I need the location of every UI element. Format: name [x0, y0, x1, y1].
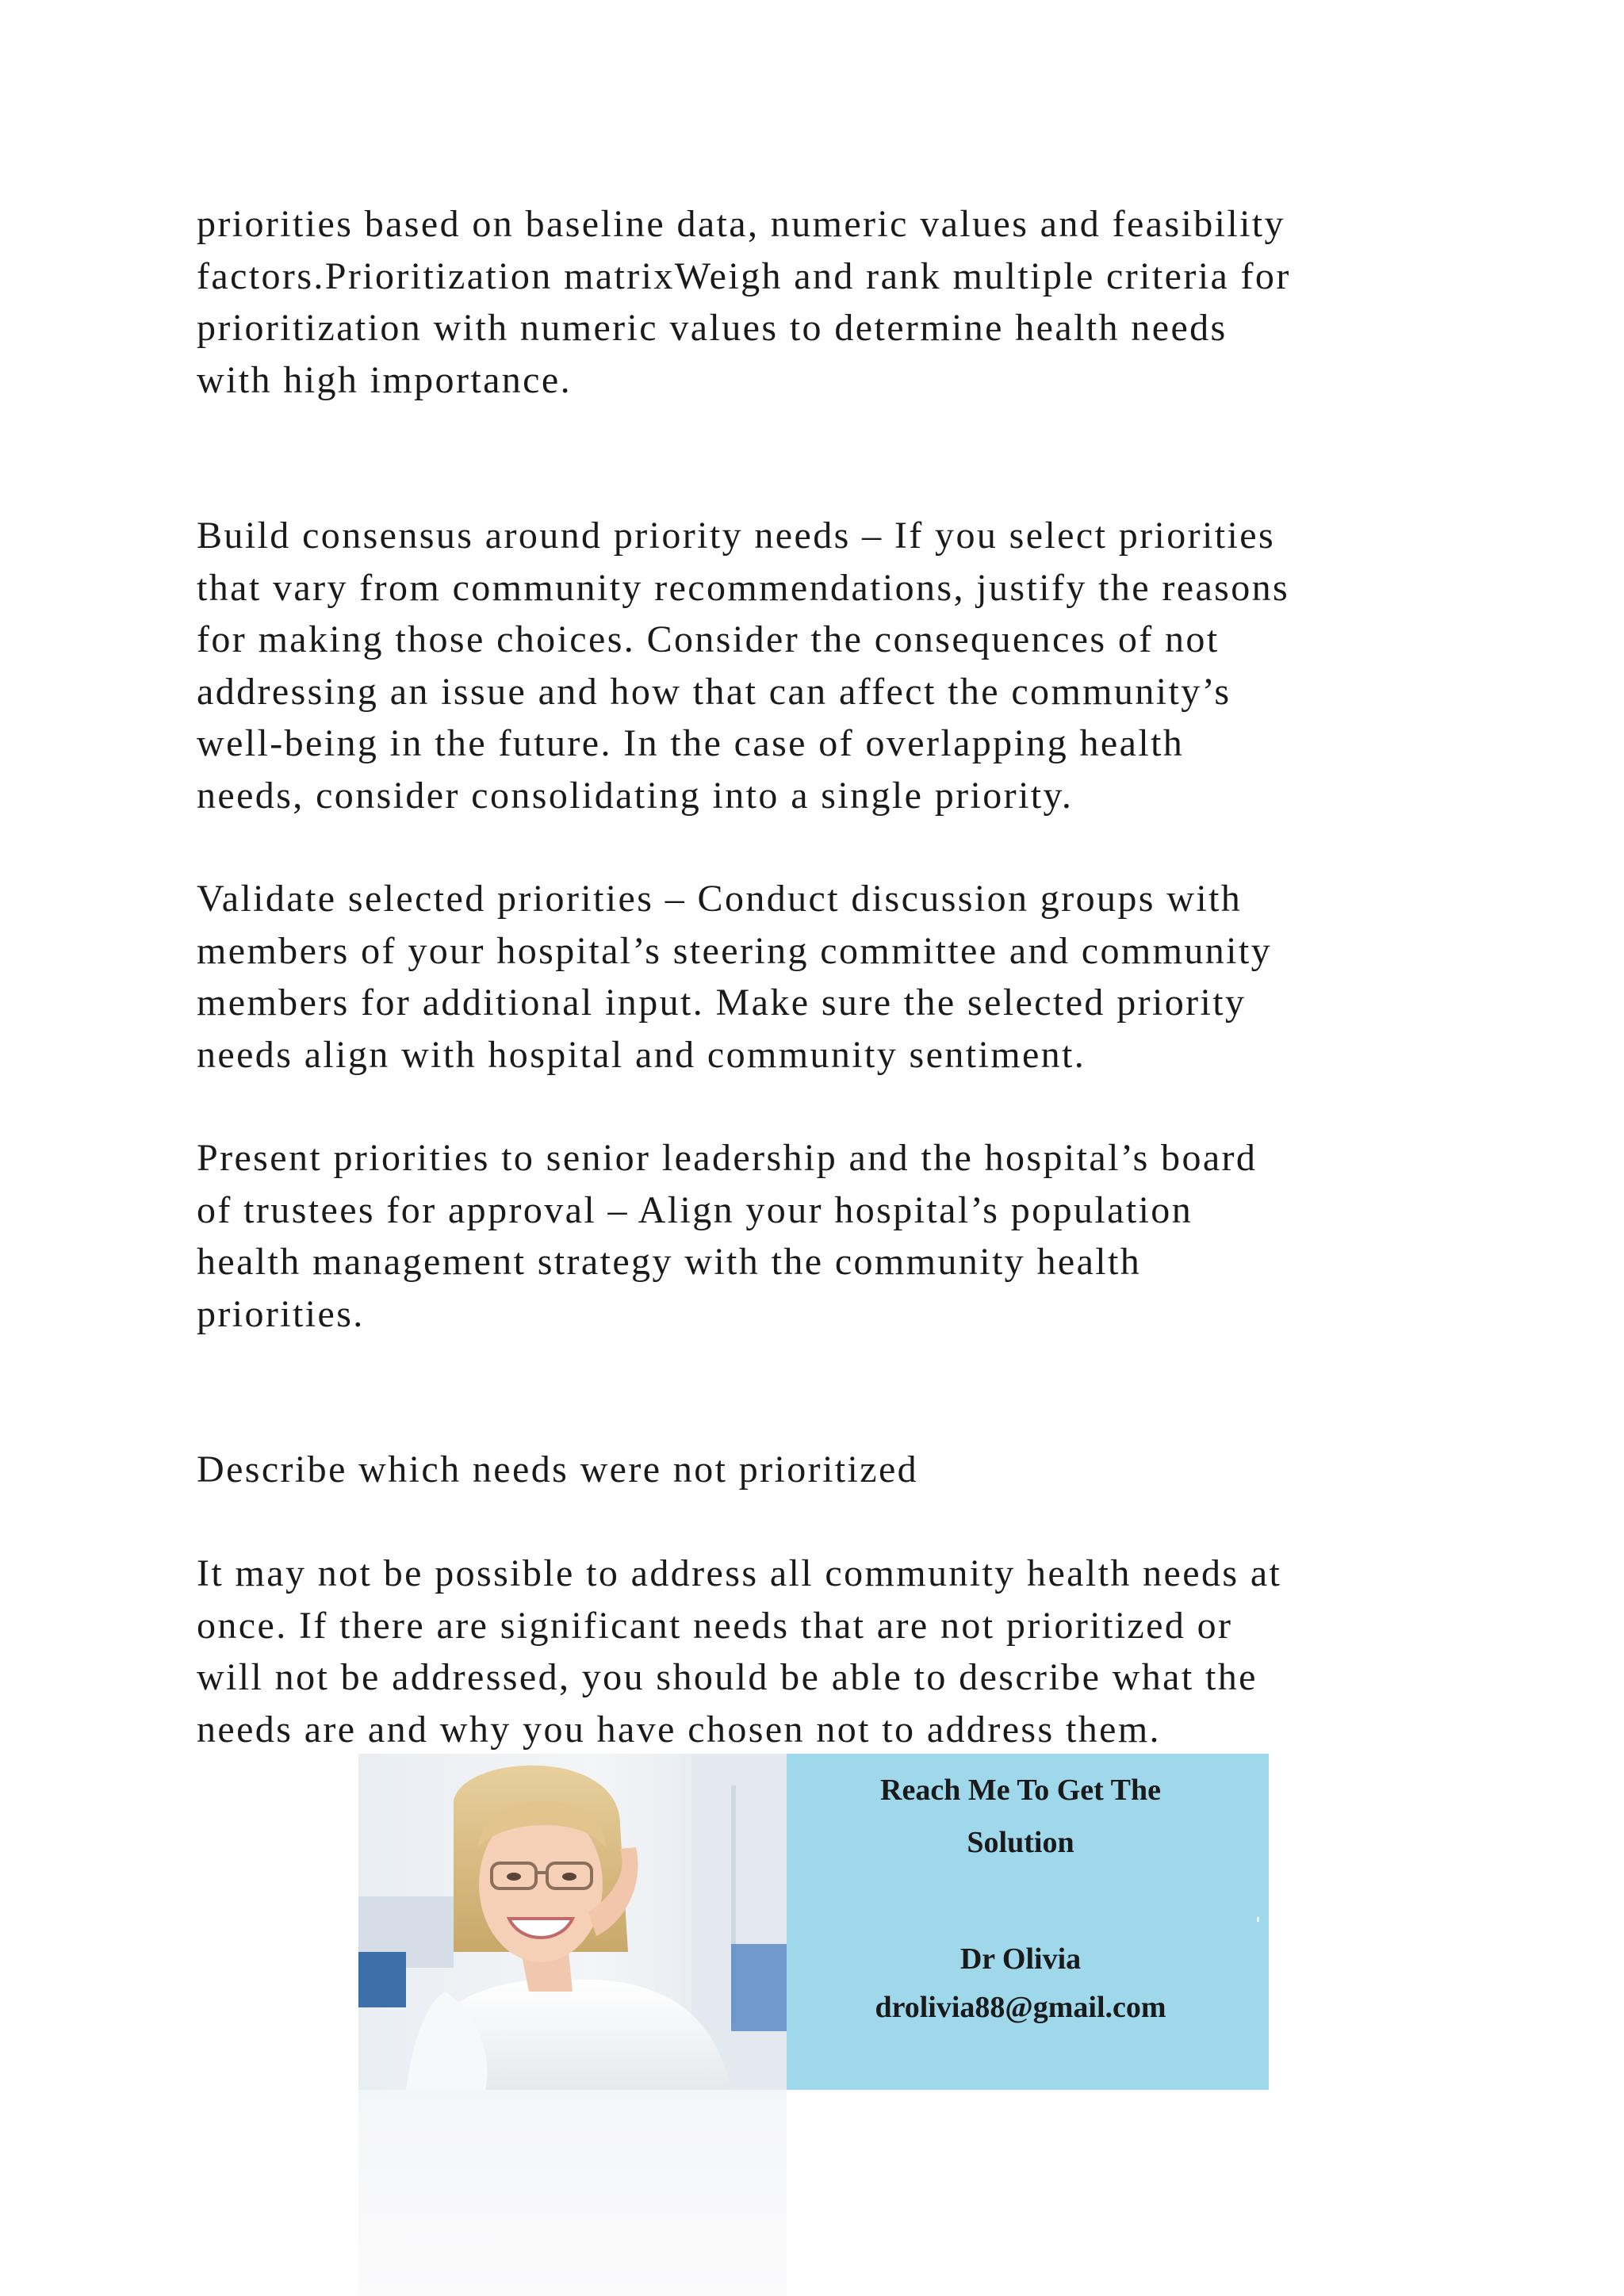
- text-line: Present priorities to senior leadership and the hospital’s board: [197, 1137, 1258, 1179]
- text-line: Build consensus around priority needs – If you select priorities: [197, 515, 1276, 557]
- contact-panel: [787, 1754, 1269, 2090]
- paragraph-not-possible: [197, 1548, 1465, 1755]
- paragraph-present-priorities: [197, 1132, 1465, 1340]
- text-line: that vary from community recommendations, justify the reasons: [197, 566, 1290, 609]
- solution-line: Solution: [967, 1826, 1074, 1859]
- text-line: priorities based on baseline data, numeric values and feasibility: [197, 203, 1285, 245]
- text-line: health management strategy with the community health: [197, 1241, 1142, 1283]
- contact-name: Dr Olivia: [959, 1942, 1082, 1976]
- text-line: will not be addressed, you should be able to describe what the: [197, 1656, 1258, 1698]
- contact-email: drolivia88@gmail.com: [875, 1991, 1166, 2024]
- text-line: addressing an issue and how that can affect the community’s: [197, 670, 1231, 713]
- paragraph-prioritization-matrix: [197, 198, 1465, 406]
- text-line: prioritization with numeric values to determine health needs: [197, 307, 1228, 349]
- text-line: once. If there are significant needs that are not prioritized or: [197, 1604, 1233, 1647]
- text-line: members for additional input. Make sure the selected priority: [197, 982, 1247, 1024]
- paragraph-build-consensus: [197, 510, 1465, 821]
- woman-photo: [358, 1754, 787, 2090]
- text-line: It may not be possible to address all community health needs at: [197, 1552, 1282, 1594]
- paragraph-validate-priorities: [197, 873, 1465, 1081]
- text-line: needs, consider consolidating into a single priority.: [197, 774, 1074, 817]
- text-line: members of your hospital’s steering committee and community: [197, 929, 1273, 972]
- text-line: priorities.: [197, 1292, 365, 1335]
- text-line: with high importance.: [197, 358, 572, 401]
- paragraph-heading-not-prioritized: [197, 1444, 1465, 1496]
- text-line: for making those choices. Consider the consequences of not: [197, 618, 1220, 660]
- text-line: of trustees for approval – Align your hospital’s population: [197, 1188, 1193, 1231]
- text-line: Validate selected priorities – Conduct discussion groups with: [197, 878, 1243, 920]
- photo-reflection: [358, 2090, 787, 2296]
- text-line: Describe which needs were not prioritized: [197, 1448, 919, 1490]
- text-line: well-being in the future. In the case of overlapping health: [197, 722, 1185, 764]
- text-line: needs align with hospital and community sentiment.: [197, 1033, 1086, 1076]
- reach-me-line: Reach Me To Get The: [880, 1774, 1161, 1807]
- contact-banner: [358, 1754, 1269, 2090]
- text-line: needs are and why you have chosen not to address them.: [197, 1708, 1161, 1751]
- text-line: factors.Prioritization matrixWeigh and rank multiple criteria for: [197, 254, 1291, 297]
- panel-dot: [1257, 1917, 1259, 1922]
